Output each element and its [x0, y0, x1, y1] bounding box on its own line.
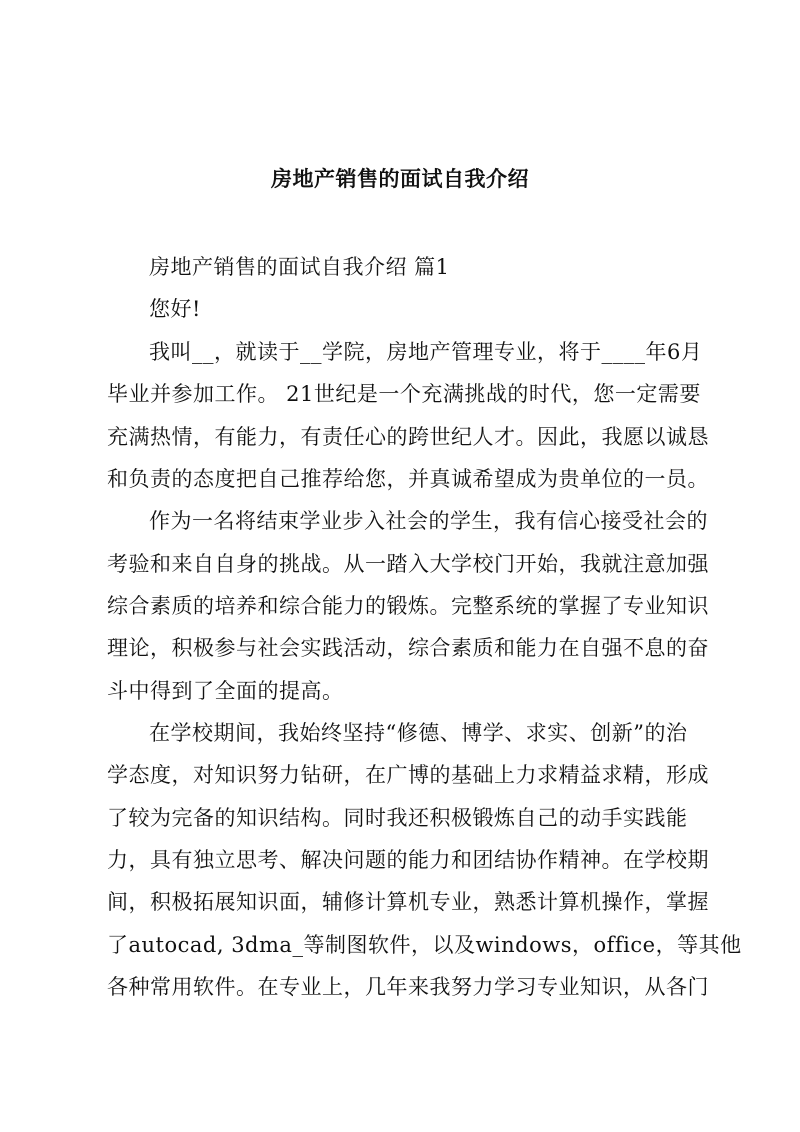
paragraph-3-line-7: 各种常用软件。在专业上，几年来我努力学习专业知识，从各门 — [107, 975, 709, 999]
paragraph-3-line-1: 在学校期间，我始终坚持“修德、博学、求实、创新”的治 — [149, 721, 688, 745]
paragraph-2-line-4: 理论，积极参与社会实践活动，综合素质和能力在自强不息的奋 — [107, 636, 709, 660]
paragraph-2-line-1: 作为一名将结束学业步入社会的学生，我有信心接受社会的 — [149, 509, 708, 533]
paragraph-1-line-1: 我叫__，就读于__学院，房地产管理专业，将于____年6月 — [149, 340, 703, 364]
paragraph-1-line-3: 充满热情，有能力，有责任心的跨世纪人才。因此，我愿以诚恳 — [107, 425, 709, 449]
paragraph-3-line-2: 学态度，对知识努力钻研，在广博的基础上力求精益求精，形成 — [107, 763, 709, 787]
paragraph-1-line-4: 和负责的态度把自己推荐给您，并真诚希望成为贵单位的一员。 — [107, 467, 709, 491]
paragraph-2-line-5: 斗中得到了全面的提高。 — [107, 679, 344, 703]
paragraph-3-line-4: 力，具有独立思考、解决问题的能力和团结协作精神。在学校期 — [107, 848, 709, 872]
paragraph-3-line-5: 间，积极拓展知识面，辅修计算机专业，熟悉计算机操作，掌握 — [107, 890, 709, 914]
greeting-line: 您好! — [149, 297, 201, 321]
section-heading: 房地产销售的面试自我介绍 篇1 — [149, 255, 450, 279]
paragraph-3-line-6: 了autocad, 3dma_等制图软件，以及windows，office，等其他 — [107, 933, 742, 957]
paragraph-1-line-2: 毕业并参加工作。 21世纪是一个充满挑战的时代，您一定需要 — [107, 382, 701, 406]
paragraph-3-line-3: 了较为完备的知识结构。同时我还积极锻炼自己的动手实践能 — [107, 806, 688, 830]
paragraph-2-line-2: 考验和来自自身的挑战。从一踏入大学校门开始，我就注意加强 — [107, 552, 709, 576]
paragraph-2-line-3: 综合素质的培养和综合能力的锻炼。完整系统的掌握了专业知识 — [107, 594, 709, 618]
document-title: 房地产销售的面试自我介绍 — [271, 166, 529, 191]
